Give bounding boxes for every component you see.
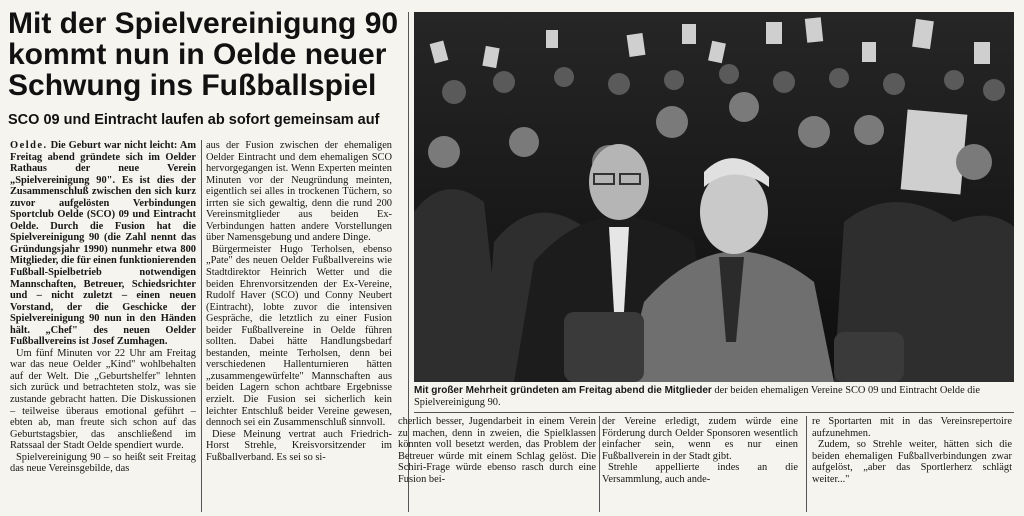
text-column-3: [398, 416, 596, 512]
text-column-4: [602, 416, 798, 512]
lead-paragraph: [10, 140, 196, 348]
caption-divider: [414, 412, 1014, 413]
paragraph: der Vereine erledigt, zudem würde eine Förderung durch Oelder Sponsoren wesentlich einfacher sein, wenn es nur einen Fußballverein in der Stadt gibt.: [602, 416, 798, 462]
article-subheadline: SCO 09 und Eintracht laufen ab sofort gemeinsam auf: [8, 112, 380, 128]
text-column-1: [10, 140, 196, 510]
lead-text: Die Geburt war nicht leicht: Am Freitag abend gründete sich im Oelder Rathaus der neue Verein „Spielvereinigung 90". Es ist dies der Zusammenschluß zwischen den sich kurz zuvor aufgelösten Verbindungen Sportclub Oelde (SCO) 09 und Eintracht Oelde. Durch die Fusion hat die Spielvereinigung 90 (die Zahl nennt das Gründungsjahr 1990) nunmehr etwa 800 Mitglieder, die für einen funktionierenden Fußball-Spielbetrieb notwendigen Mannschaften, Betreuer, Schiedsrichter und – nicht zuletzt – einen neuen Vorstand, der die Geschicke der Spielvereinigung 90 nun in den Händen hält. „Chef" des neuen Oelder Fußballvereins ist Josef Zumhagen.: [10, 140, 196, 348]
paragraph: aus der Fusion zwischen der ehemaligen Oelder Eintracht und dem ehemaligen SCO hervorgegangen ist. Wenn Experten meinten Minuten vor der Neugründung meinten, eigentlich sei alles in trockenen Tüchern, so irrten sie sich gewaltig, denn die rund 200 Vereinsmitglieder aus beiden Ex-Verbindungen hatten andere Vorstellungen über Namensgebung und andere Dinge.: [206, 140, 392, 244]
paragraph: cherlich besser, Jugendarbeit in einem Verein zu machen, denn in zweien, die Spielklassen könnten voll besetzt werden, das Problem der Betreuer würde mit einem Schlag gelöst. Die Schiri-Frage würde ebenso rasch durch eine Fusion bei-: [398, 416, 596, 485]
dateline: Oelde.: [10, 140, 48, 151]
paragraph: re Sportarten mit in das Vereinsrepertoire aufzunehmen.: [812, 416, 1012, 439]
paragraph: Strehle appellierte indes an die Versammlung, auch ande-: [602, 462, 798, 485]
paragraph: Um fünf Minuten vor 22 Uhr am Freitag war das neue Oelder „Kind" wohlbehalten auf der Welt. Die „Geburtshelfer" lehnten sich zurück und betrachteten stolz, was sie zustande gebracht hatten. Die Diskussionen – teilweise überaus emotional geführt – ebten ab, man freute sich schon auf das Geburtstagsbier, das anschließend im Ratssaal der Stadt Oelde spendiert wurde.: [10, 347, 196, 452]
article-headline: Mit der Spielvereinigung 90 kommt nun in Oelde neuer Schwung ins Fußballspiel: [8, 7, 399, 102]
text-column-2: [206, 140, 392, 510]
paragraph: Diese Meinung vertrat auch Friedrich-Horst Strehle, Kreisvorsitzender im Fußballverband. Es sei so si-: [206, 428, 392, 463]
caption-text: der beiden ehemaligen Vereine SCO 09 und Eintracht Oelde die Spielvereinigung 90.: [414, 385, 980, 408]
meeting-photo-graphic: [414, 12, 1014, 382]
paragraph: Spielvereinigung 90 – so heißt seit Freitag das neue Vereinsgebilde, das: [10, 451, 196, 475]
column-divider: [201, 140, 202, 512]
paragraph: Zudem, so Strehle weiter, hätten sich die beiden ehemaligen Fußballverbindungen zwar aufgelöst, „aber das Sportlerherz schlägt weiter...": [812, 439, 1012, 485]
paragraph: Bürgermeister Hugo Terholsen, ebenso „Pate" des neuen Oelder Fußballvereins wie Stadtdirektor Heinrich Wetter und die beiden Ehrenvorsitzenden der Ex-Vereine, Rudolf Haver (SCO) und Conny Neubert (Eintracht), lobte zuvor die intensiven Gespräche, die letztlich zu einer Fusion beider Fußballvereine in Oelde führen sollten. Dabei hätte Handlungsbedarf bestanden, meinte Terholsen, denn bei verschiedenen Hallenturnieren hätten „zusammengewürfelte" Mannschaften aus beiden Lagern schon achtbare Ergebnisse erzielt. Die Fusion sei sicherlich kein leichter Entschluß beider Vereine gewesen, dennoch sei ein Zusammenschluß sinnvoll.: [206, 243, 392, 429]
caption-bold: Mit großer Mehrheit gründeten am Freitag abend die Mitglieder: [414, 385, 712, 396]
photo-caption: [414, 385, 1014, 409]
column-divider: [806, 416, 807, 512]
column-divider: [599, 416, 600, 512]
text-column-5: [812, 416, 1012, 512]
meeting-photo: [414, 12, 1014, 382]
